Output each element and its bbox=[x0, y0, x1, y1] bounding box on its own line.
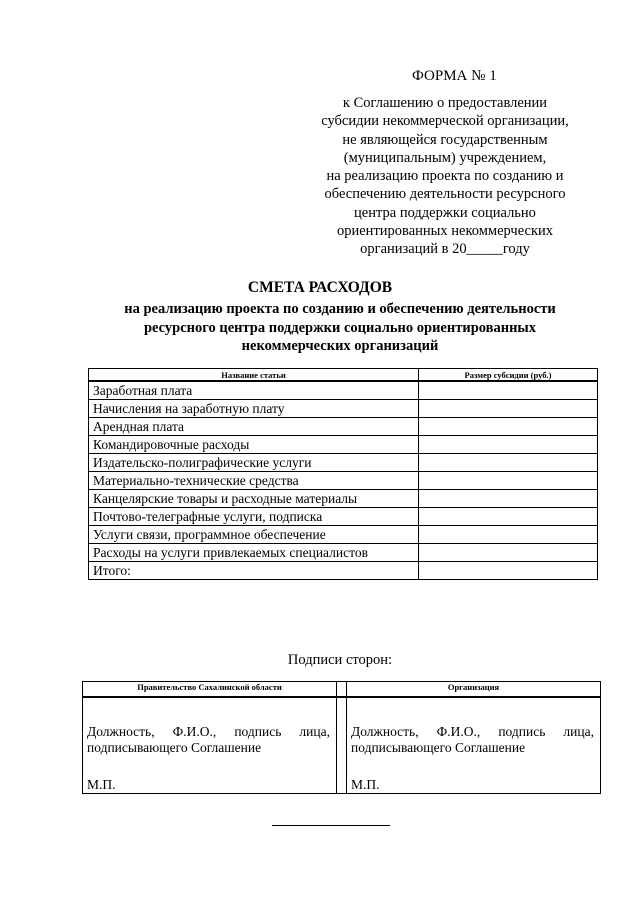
document-subtitle bbox=[0, 300, 640, 356]
subsidy-amount-cell[interactable] bbox=[419, 418, 598, 436]
signature-block-government bbox=[83, 697, 337, 794]
signature-block-organization bbox=[347, 697, 601, 794]
expense-item-name: Командировочные расходы bbox=[89, 436, 419, 454]
subsidy-amount-cell[interactable] bbox=[419, 436, 598, 454]
total-label: Итого: bbox=[89, 562, 419, 580]
expense-item-name: Почтово-телеграфные услуги, подписка bbox=[89, 508, 419, 526]
subsidy-amount-cell[interactable] bbox=[419, 381, 598, 400]
expense-item-name: Материально-технические средства bbox=[89, 472, 419, 490]
addressee-line: на реализацию проекта по созданию и bbox=[326, 168, 564, 185]
expense-item-name: Арендная плата bbox=[89, 418, 419, 436]
signatures-body-row bbox=[83, 697, 601, 794]
addressee-line: не являющейся государственным bbox=[342, 131, 548, 148]
expense-item-name: Расходы на услуги привлекаемых специалистов bbox=[89, 544, 419, 562]
subsidy-amount-cell[interactable] bbox=[419, 400, 598, 418]
table-row bbox=[89, 454, 598, 472]
subsidy-amount-cell[interactable] bbox=[419, 454, 598, 472]
budget-table bbox=[88, 368, 598, 580]
subtitle-line: на реализацию проекта по созданию и обеспечению деятельности bbox=[124, 301, 556, 317]
table-row bbox=[89, 418, 598, 436]
stamp-placeholder: М.П. bbox=[87, 777, 116, 792]
addressee-line: ориентированных некоммерческих bbox=[336, 223, 553, 240]
signatory-position-label: Должность, Ф.И.О., подпись лица, bbox=[87, 724, 330, 739]
expense-item-name: Канцелярские товары и расходные материалы bbox=[89, 490, 419, 508]
signatory-position-label-cont: подписывающего Соглашение bbox=[351, 740, 526, 755]
addressee-block bbox=[310, 94, 580, 259]
expense-item-name: Издательско-полиграфические услуги bbox=[89, 454, 419, 472]
form-title: ФОРМА № 1 bbox=[412, 68, 497, 84]
stamp-placeholder: М.П. bbox=[351, 777, 380, 792]
column-separator bbox=[337, 697, 347, 794]
table-row bbox=[89, 490, 598, 508]
subsidy-amount-cell[interactable] bbox=[419, 490, 598, 508]
addressee-line: организаций в 20_____году bbox=[360, 241, 530, 258]
table-row bbox=[89, 472, 598, 490]
table-row bbox=[89, 544, 598, 562]
party-header-organization: Организация bbox=[347, 682, 601, 698]
signatures-table bbox=[82, 681, 601, 794]
table-row bbox=[89, 400, 598, 418]
table-row bbox=[89, 381, 598, 400]
table-row bbox=[89, 526, 598, 544]
addressee-line: обеспечению деятельности ресурсного bbox=[324, 186, 566, 203]
subsidy-amount-cell[interactable] bbox=[419, 544, 598, 562]
column-header-subsidy-amount: Размер субсидии (руб.) bbox=[419, 369, 598, 382]
subsidy-amount-cell[interactable] bbox=[419, 472, 598, 490]
signatory-position-label: Должность, Ф.И.О., подпись лица, bbox=[351, 724, 594, 739]
total-amount-cell[interactable] bbox=[419, 562, 598, 580]
table-row bbox=[89, 508, 598, 526]
addressee-line: субсидии некоммерческой организации, bbox=[321, 113, 569, 130]
subtitle-line: ресурсного центра поддержки социально ориентированных bbox=[143, 319, 537, 336]
addressee-line: к Соглашению о предоставлении bbox=[342, 95, 548, 111]
addressee-line: (муниципальным) учреждением, bbox=[343, 149, 547, 166]
expense-item-name: Начисления на заработную плату bbox=[89, 400, 419, 418]
column-separator bbox=[337, 682, 347, 698]
subsidy-amount-cell[interactable] bbox=[419, 526, 598, 544]
column-header-item-name: Название статьи bbox=[89, 369, 419, 382]
table-header-row bbox=[89, 369, 598, 382]
signatures-heading: Подписи сторон: bbox=[287, 652, 393, 668]
document-title: СМЕТА РАСХОДОВ bbox=[247, 279, 393, 296]
subtitle-line: некоммерческих организаций bbox=[241, 338, 439, 354]
expense-item-name: Услуги связи, программное обеспечение bbox=[89, 526, 419, 544]
expense-item-name: Заработная плата bbox=[89, 381, 419, 400]
addressee-line: центра поддержки социально bbox=[354, 204, 536, 221]
table-row-total bbox=[89, 562, 598, 580]
party-header-government: Правительство Сахалинской области bbox=[83, 682, 337, 698]
signatory-position-label-cont: подписывающего Соглашение bbox=[87, 740, 262, 755]
table-row bbox=[89, 436, 598, 454]
subsidy-amount-cell[interactable] bbox=[419, 508, 598, 526]
footnote-separator-line bbox=[272, 825, 390, 826]
signatures-header-row bbox=[83, 682, 601, 698]
